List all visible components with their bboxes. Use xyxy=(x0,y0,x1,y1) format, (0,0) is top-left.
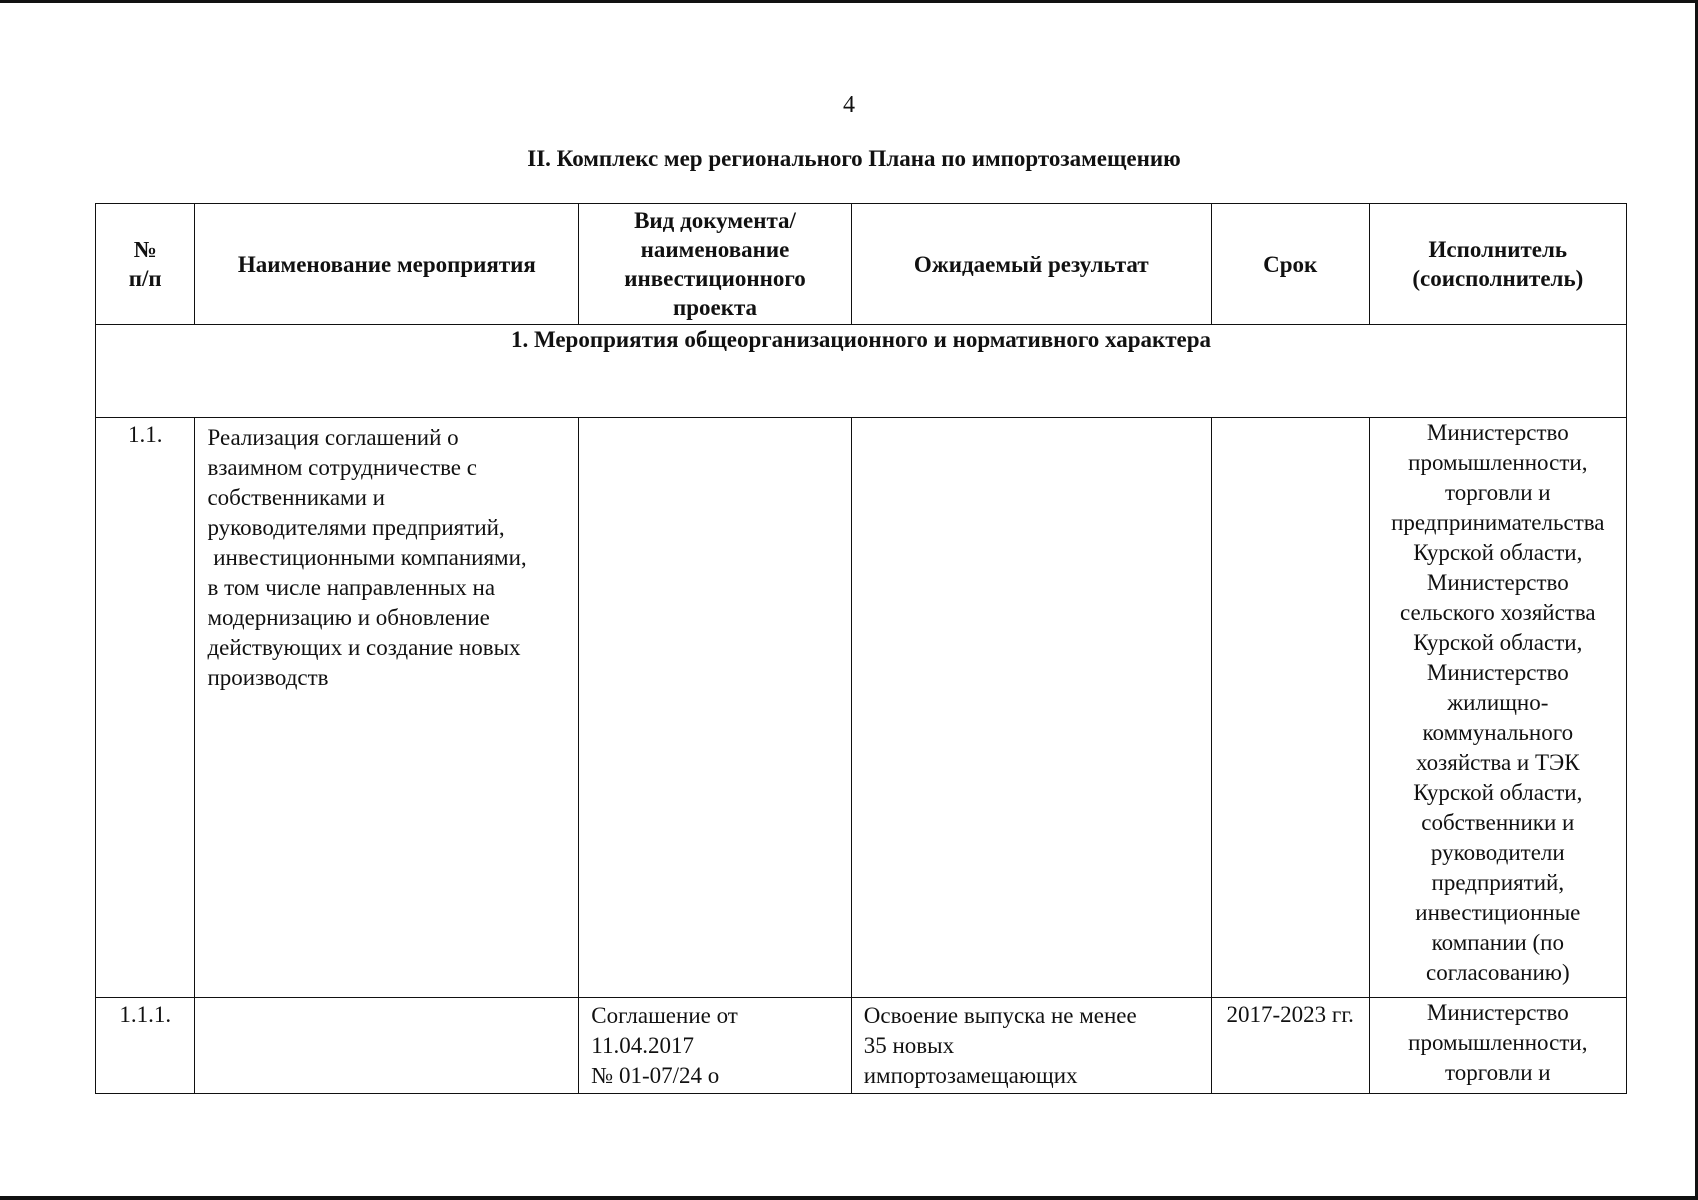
row-result-line: 35 новых xyxy=(863,1033,955,1058)
row-executor-line: инвестиционные xyxy=(1415,900,1581,925)
row-executor-line: Министерство xyxy=(1426,1000,1569,1025)
row-result xyxy=(851,998,1211,1094)
row-executor-line: коммунального xyxy=(1422,720,1574,745)
header-num-line: № xyxy=(133,237,157,262)
row-name xyxy=(195,418,579,998)
header-term: Срок xyxy=(1211,204,1369,325)
row-name xyxy=(195,998,579,1094)
header-name: Наименование мероприятия xyxy=(195,204,579,325)
row-executor-line: Министерство xyxy=(1426,570,1569,595)
row-name-line: модернизацию и обновление xyxy=(207,605,490,630)
row-executor xyxy=(1369,998,1626,1094)
row-executor-line: торговли и xyxy=(1445,480,1551,505)
measures-table xyxy=(95,203,1627,1094)
row-term: 2017-2023 гг. xyxy=(1211,998,1369,1094)
row-number: 1.1. xyxy=(96,418,195,998)
row-executor-line: Курской области, xyxy=(1413,540,1583,565)
row-document-line: № 01-07/24 о xyxy=(591,1063,720,1088)
row-name-line: инвестиционными компаниями, xyxy=(207,545,527,570)
header-executor-line: Исполнитель xyxy=(1428,237,1568,262)
row-executor-line: торговли и xyxy=(1445,1060,1551,1085)
row-executor-line: компании (по xyxy=(1431,930,1564,955)
document-title: II. Комплекс мер регионального Плана по импортозамещению xyxy=(527,146,1181,171)
row-name-line: действующих и создание новых xyxy=(207,635,521,660)
row-executor-line: жилищно- xyxy=(1447,690,1549,715)
row-document-line: 11.04.2017 xyxy=(591,1033,694,1058)
row-name-line: производств xyxy=(207,665,329,690)
page-number: 4 xyxy=(843,92,855,118)
row-executor-line: предприятий, xyxy=(1431,870,1565,895)
header-executor xyxy=(1369,204,1626,325)
row-name-line: взаимном сотрудничестве с xyxy=(207,455,477,480)
header-result: Ожидаемый результат xyxy=(851,204,1211,325)
row-name-line: собственниками и xyxy=(207,485,385,510)
row-document-line: Соглашение от xyxy=(591,1003,738,1028)
row-document xyxy=(579,998,851,1094)
row-executor-line: Министерство xyxy=(1426,660,1569,685)
page-border-top xyxy=(0,0,1698,3)
row-name-line: руководителями предприятий, xyxy=(207,515,505,540)
row-executor-line: промышленности, xyxy=(1408,1030,1588,1055)
section-row xyxy=(96,325,1627,418)
row-name-line: Реализация соглашений о xyxy=(207,425,459,450)
row-executor-line: собственники и xyxy=(1421,810,1575,835)
section-title: 1. Мероприятия общеорганизационного и нормативного характера xyxy=(96,325,1627,418)
row-executor-line: предпринимательства xyxy=(1391,510,1605,535)
header-document-line: проекта xyxy=(672,295,758,320)
header-num-line: п/п xyxy=(128,266,162,291)
row-executor-line: Курской области, xyxy=(1413,780,1583,805)
header-document xyxy=(579,204,851,325)
row-term xyxy=(1211,418,1369,998)
row-result-line: импортозамещающих xyxy=(863,1063,1078,1088)
row-name-line: в том числе направленных на xyxy=(207,575,496,600)
header-num xyxy=(96,204,195,325)
header-document-line: наименование xyxy=(640,237,790,262)
row-number: 1.1.1. xyxy=(96,998,195,1094)
header-document-line: инвестиционного xyxy=(624,266,806,291)
table-row xyxy=(96,998,1627,1094)
row-executor-line: сельского хозяйства xyxy=(1400,600,1596,625)
row-executor-line: руководители xyxy=(1430,840,1565,865)
header-document-line: Вид документа/ xyxy=(634,208,796,233)
table-row xyxy=(96,418,1627,998)
page-border-bottom xyxy=(0,1196,1698,1200)
row-result-line: Освоение выпуска не менее xyxy=(863,1003,1137,1028)
row-result xyxy=(851,418,1211,998)
row-executor-line: Министерство xyxy=(1426,420,1569,445)
row-executor-line: Курской области, xyxy=(1413,630,1583,655)
row-document xyxy=(579,418,851,998)
table-header-row xyxy=(96,204,1627,325)
row-executor-line: хозяйства и ТЭК xyxy=(1416,750,1580,775)
row-executor xyxy=(1369,418,1626,998)
header-executor-line: (соисполнитель) xyxy=(1412,266,1584,291)
row-executor-line: промышленности, xyxy=(1408,450,1588,475)
row-executor-line: согласованию) xyxy=(1426,960,1570,985)
